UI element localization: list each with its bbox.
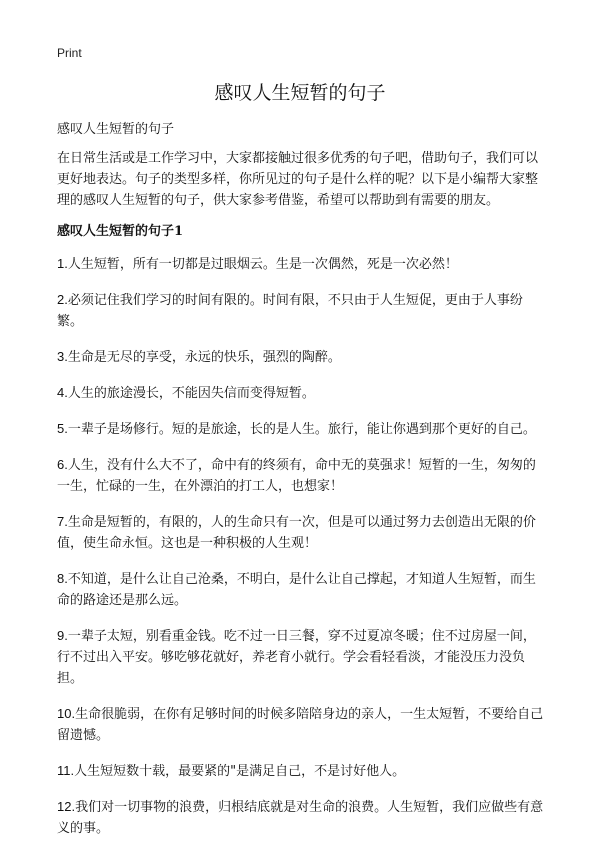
item-number: 9.: [57, 628, 68, 643]
list-item: [57, 346, 545, 368]
list-item: [57, 511, 545, 554]
list-item: [57, 382, 545, 404]
list-item: [57, 289, 545, 332]
intro-paragraph: 在日常生活或是工作学习中，大家都接触过很多优秀的句子吧，借助句子，我们可以更好地表达。句子的类型多样，你所见过的句子是什么样的呢？以下是小编帮大家整理的感叹人生短暂的句子，供大家参考借鉴，希望可以帮助到有需要的朋友。: [57, 151, 539, 208]
item-number: 5.: [57, 421, 68, 436]
item-text: 生命是无尽的享受，永远的快乐，强烈的陶醉。: [67, 350, 341, 365]
list-item: [57, 418, 545, 440]
item-text: 人生，没有什么大不了，命中有的终须有，命中无的莫强求！短暂的一生，匆匆的一生，忙碌的一生，在外漂泊的打工人，也想家！: [57, 458, 536, 494]
item-text: 人生的旅途漫长，不能因失信而变得短暂。: [67, 386, 315, 401]
page-title: 感叹人生短暂的句子: [214, 82, 386, 104]
item-text: 一辈子太短，别看重金钱。吃不过一日三餐，穿不过夏凉冬暖；住不过房屋一间，行不过出入平安。够吃够花就好，养老育小就行。学会看轻看淡，才能没压力没负担。: [57, 629, 536, 686]
item-text: 生命是短暂的，有限的，人的生命只有一次，但是可以通过努力去创造出无限的价值，使生命永恒。这也是一种积极的人生观！: [57, 515, 536, 551]
list-item: [57, 760, 545, 782]
list-item: [57, 703, 545, 746]
item-number: 3.: [57, 349, 68, 364]
sentence-list: [57, 253, 545, 839]
article-body: [57, 148, 545, 853]
item-text: 人生短短数十载，最要紧的"是满足自己，不是讨好他人。: [74, 764, 406, 779]
item-number: 1.: [57, 256, 68, 271]
item-text: 我们对一切事物的浪费，归根结底就是对生命的浪费。人生短暂，我们应做些有意义的事。: [57, 800, 544, 836]
item-number: 8.: [57, 571, 68, 586]
item-text: 必须记住我们学习的时间有限的。时间有限，不只由于人生短促，更由于人事纷繁。: [57, 293, 523, 329]
item-number: 12.: [57, 799, 76, 814]
item-text: 不知道，是什么让自己沧桑，不明白，是什么让自己撑起，才知道人生短暂，而生命的路途还是那么远。: [57, 572, 536, 608]
article-subtitle: 感叹人生短暂的句子: [57, 122, 175, 137]
list-item: [57, 625, 545, 689]
item-number: 2.: [57, 292, 68, 307]
item-number: 6.: [57, 457, 68, 472]
list-item: [57, 454, 545, 497]
list-item: [57, 568, 545, 611]
section-heading: 感叹人生短暂的句子1: [57, 224, 184, 239]
item-number: 4.: [57, 385, 68, 400]
print-link[interactable]: Print: [57, 46, 82, 60]
item-number: 11.: [57, 763, 75, 778]
item-number: 7.: [57, 514, 68, 529]
item-number: 10.: [57, 706, 76, 721]
list-item: [57, 253, 545, 275]
list-item: [57, 796, 545, 839]
item-text: 人生短暂，所有一切都是过眼烟云。生是一次偶然，死是一次必然！: [67, 257, 458, 272]
item-text: 生命很脆弱，在你有足够时间的时候多陪陪身边的亲人，一生太短暂，不要给自己留遗憾。: [57, 707, 544, 743]
item-text: 一辈子是场修行。短的是旅途，长的是人生。旅行，能让你遇到那个更好的自己。: [67, 422, 536, 437]
